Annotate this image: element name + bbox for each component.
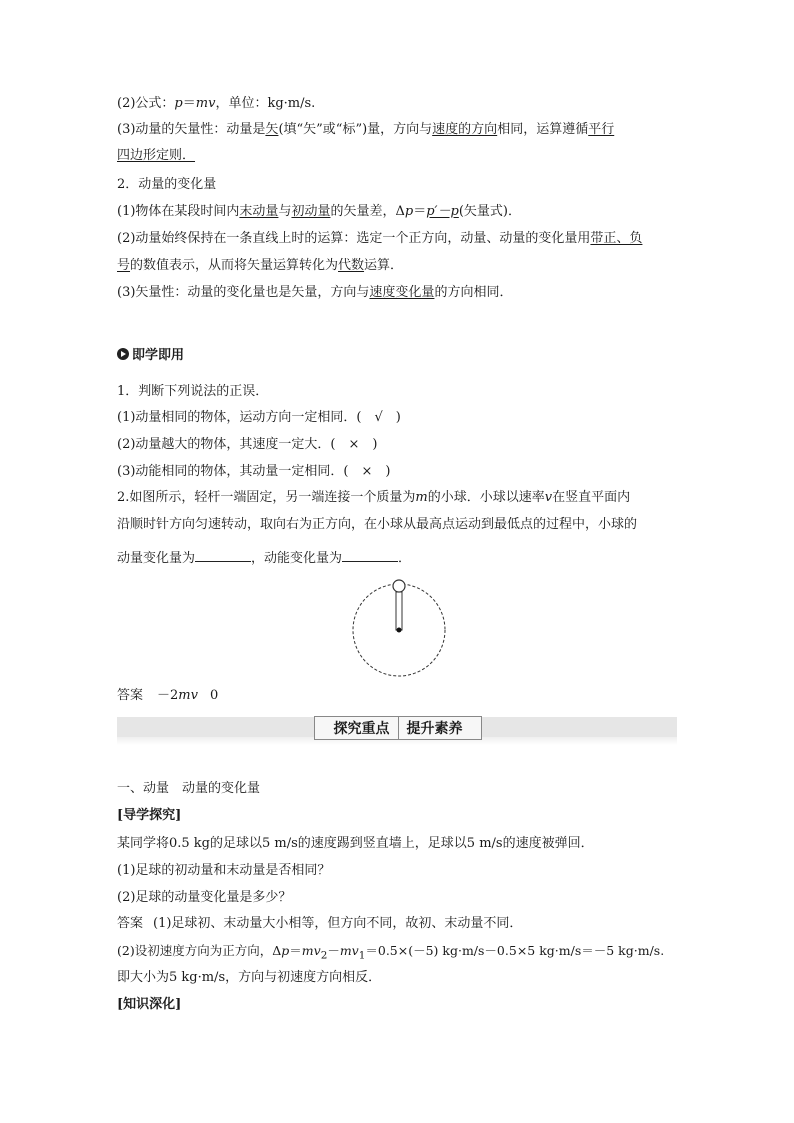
banner-divider — [398, 717, 399, 739]
text: ，单位：kg·m/s. — [215, 96, 316, 111]
text: mv — [178, 688, 198, 703]
text: 动量变化量为 — [117, 551, 196, 566]
text: ，动能变化量为 — [251, 551, 343, 566]
text: ＝ — [413, 204, 427, 219]
ball — [393, 580, 405, 592]
text: (1)足球初、末动量大小相等，但方向不同，故初、末动量不同． — [153, 916, 523, 931]
text: 的矢量差，Δ — [330, 204, 405, 219]
text: (矢量式)． — [458, 204, 521, 219]
scenario-text: 某同学将0.5 kg的足球以5 m/s的速度踢到竖直墙上，足球以5 m/s的速度被弹回． — [117, 836, 594, 851]
answer-fill: 末动量 — [239, 204, 279, 219]
text: (3)矢量性：动量的变化量也是矢量，方向与 — [117, 285, 370, 300]
text: mv — [339, 943, 359, 958]
answer-1 — [117, 914, 522, 934]
question-1-item-3: (3)动能相同的物体，其动量一定相同．( × ) — [117, 464, 391, 479]
answer-fill: 带正、负 — [590, 231, 643, 246]
play-circle-icon — [117, 348, 129, 360]
answer-fill: 速度变化量 — [369, 285, 435, 300]
answer-fill: 代数 — [338, 258, 365, 273]
subscript: 2 — [320, 949, 328, 962]
text: m — [415, 490, 428, 505]
text: 的小球．小球以速率 — [427, 490, 545, 505]
answer-2 — [117, 941, 664, 966]
answer-label: 答案 — [117, 916, 144, 931]
text: 的方向相同． — [434, 285, 513, 300]
practice-heading — [117, 346, 184, 366]
text: p — [404, 204, 414, 219]
text: (填“矢”或“标”)量，方向与 — [278, 122, 433, 137]
blank-momentum-change — [195, 547, 251, 562]
question-1-item-1: (1)动量相同的物体，运动方向一定相同．( √ ) — [117, 410, 401, 425]
text: ＝0.5×(－5) kg·m/s－0.5×5 kg·m/s＝－5 kg·m/s. — [365, 943, 665, 958]
question-initial-final: (1)足球的初动量和末动量是否相同？ — [117, 863, 331, 878]
answer-label: 答案 — [117, 688, 144, 703]
vector-change-line — [117, 283, 512, 303]
text: mv — [195, 96, 216, 111]
question-2-line-2: 沿顺时针方向匀速转动，取向右为正方向，在小球从最高点运动到最低点的过程中，小球的 — [117, 517, 638, 532]
question-1-item-2: (2)动量越大的物体，其速度一定大．( × ) — [117, 437, 378, 452]
text: 0 — [209, 688, 219, 703]
answer-fill: 速度的方向 — [432, 122, 498, 137]
question-change: (2)足球的动量变化量是多少？ — [117, 890, 292, 905]
answer-3: 即大小为5 kg·m/s，方向与初速度方向相反． — [117, 970, 382, 985]
pivot-point — [397, 628, 402, 633]
practice-answer — [117, 686, 218, 706]
text: 相同，运算遵循 — [497, 122, 589, 137]
text: 与 — [278, 204, 292, 219]
rotating-rod-figure — [350, 578, 448, 678]
text: ． — [398, 551, 412, 566]
calc-line-cont — [117, 256, 403, 276]
text: (1)物体在某段时间内 — [117, 204, 240, 219]
subheading-momentum-change: 2．动量的变化量 — [117, 177, 217, 192]
text: ＝ — [289, 943, 302, 958]
answer-fill: 四边形定则． — [117, 148, 196, 163]
text: 运算． — [364, 258, 404, 273]
vector-property-line-cont — [117, 146, 195, 166]
text: －2 — [157, 688, 179, 703]
section-title: 一、动量 动量的变化量 — [117, 781, 261, 796]
subscript: 1 — [358, 949, 366, 962]
answer-fill: 初动量 — [291, 204, 331, 219]
banner-right-text: 提升素养 — [406, 721, 463, 737]
guide-heading: [导学探究] — [117, 808, 182, 823]
text: 在竖直平面内 — [552, 490, 631, 505]
text: 的数值表示，从而将矢量运算转化为 — [130, 258, 339, 273]
question-2-line-1 — [117, 488, 630, 508]
text: － — [327, 943, 340, 958]
section-banner — [314, 716, 482, 740]
answer-fill: 号 — [117, 258, 131, 273]
question-1: 1．判断下列说法的正误． — [117, 384, 269, 399]
formula-line — [117, 94, 315, 114]
question-2-line-3 — [117, 547, 411, 569]
text: v — [544, 490, 553, 505]
text: p — [174, 96, 183, 111]
blank-kinetic-change — [342, 547, 398, 562]
deepen-heading: [知识深化] — [117, 997, 182, 1012]
text: 2.如图所示，轻杆一端固定，另一端连接一个质量为 — [117, 490, 416, 505]
text: (2)动量始终保持在一条直线上时的运算：选定一个正方向，动量、动量的变化量用 — [117, 231, 591, 246]
calc-line — [117, 229, 642, 249]
light-rod — [396, 592, 402, 630]
text: ＝ — [182, 96, 196, 111]
text: (2)设初速度方向为正方向，Δ — [117, 943, 282, 958]
answer-fill: 矢 — [265, 122, 279, 137]
vector-property-line — [117, 120, 614, 140]
text: p — [281, 943, 290, 958]
text: mv — [301, 943, 321, 958]
heading-text: 即学即用 — [132, 348, 185, 363]
answer-fill: p′－p — [426, 204, 459, 219]
text: (3)动量的矢量性：动量是 — [117, 122, 266, 137]
banner-left-text: 探究重点 — [333, 721, 390, 737]
answer-fill: 平行 — [588, 122, 615, 137]
text: (2)公式： — [117, 96, 175, 111]
definition-line — [117, 202, 521, 222]
